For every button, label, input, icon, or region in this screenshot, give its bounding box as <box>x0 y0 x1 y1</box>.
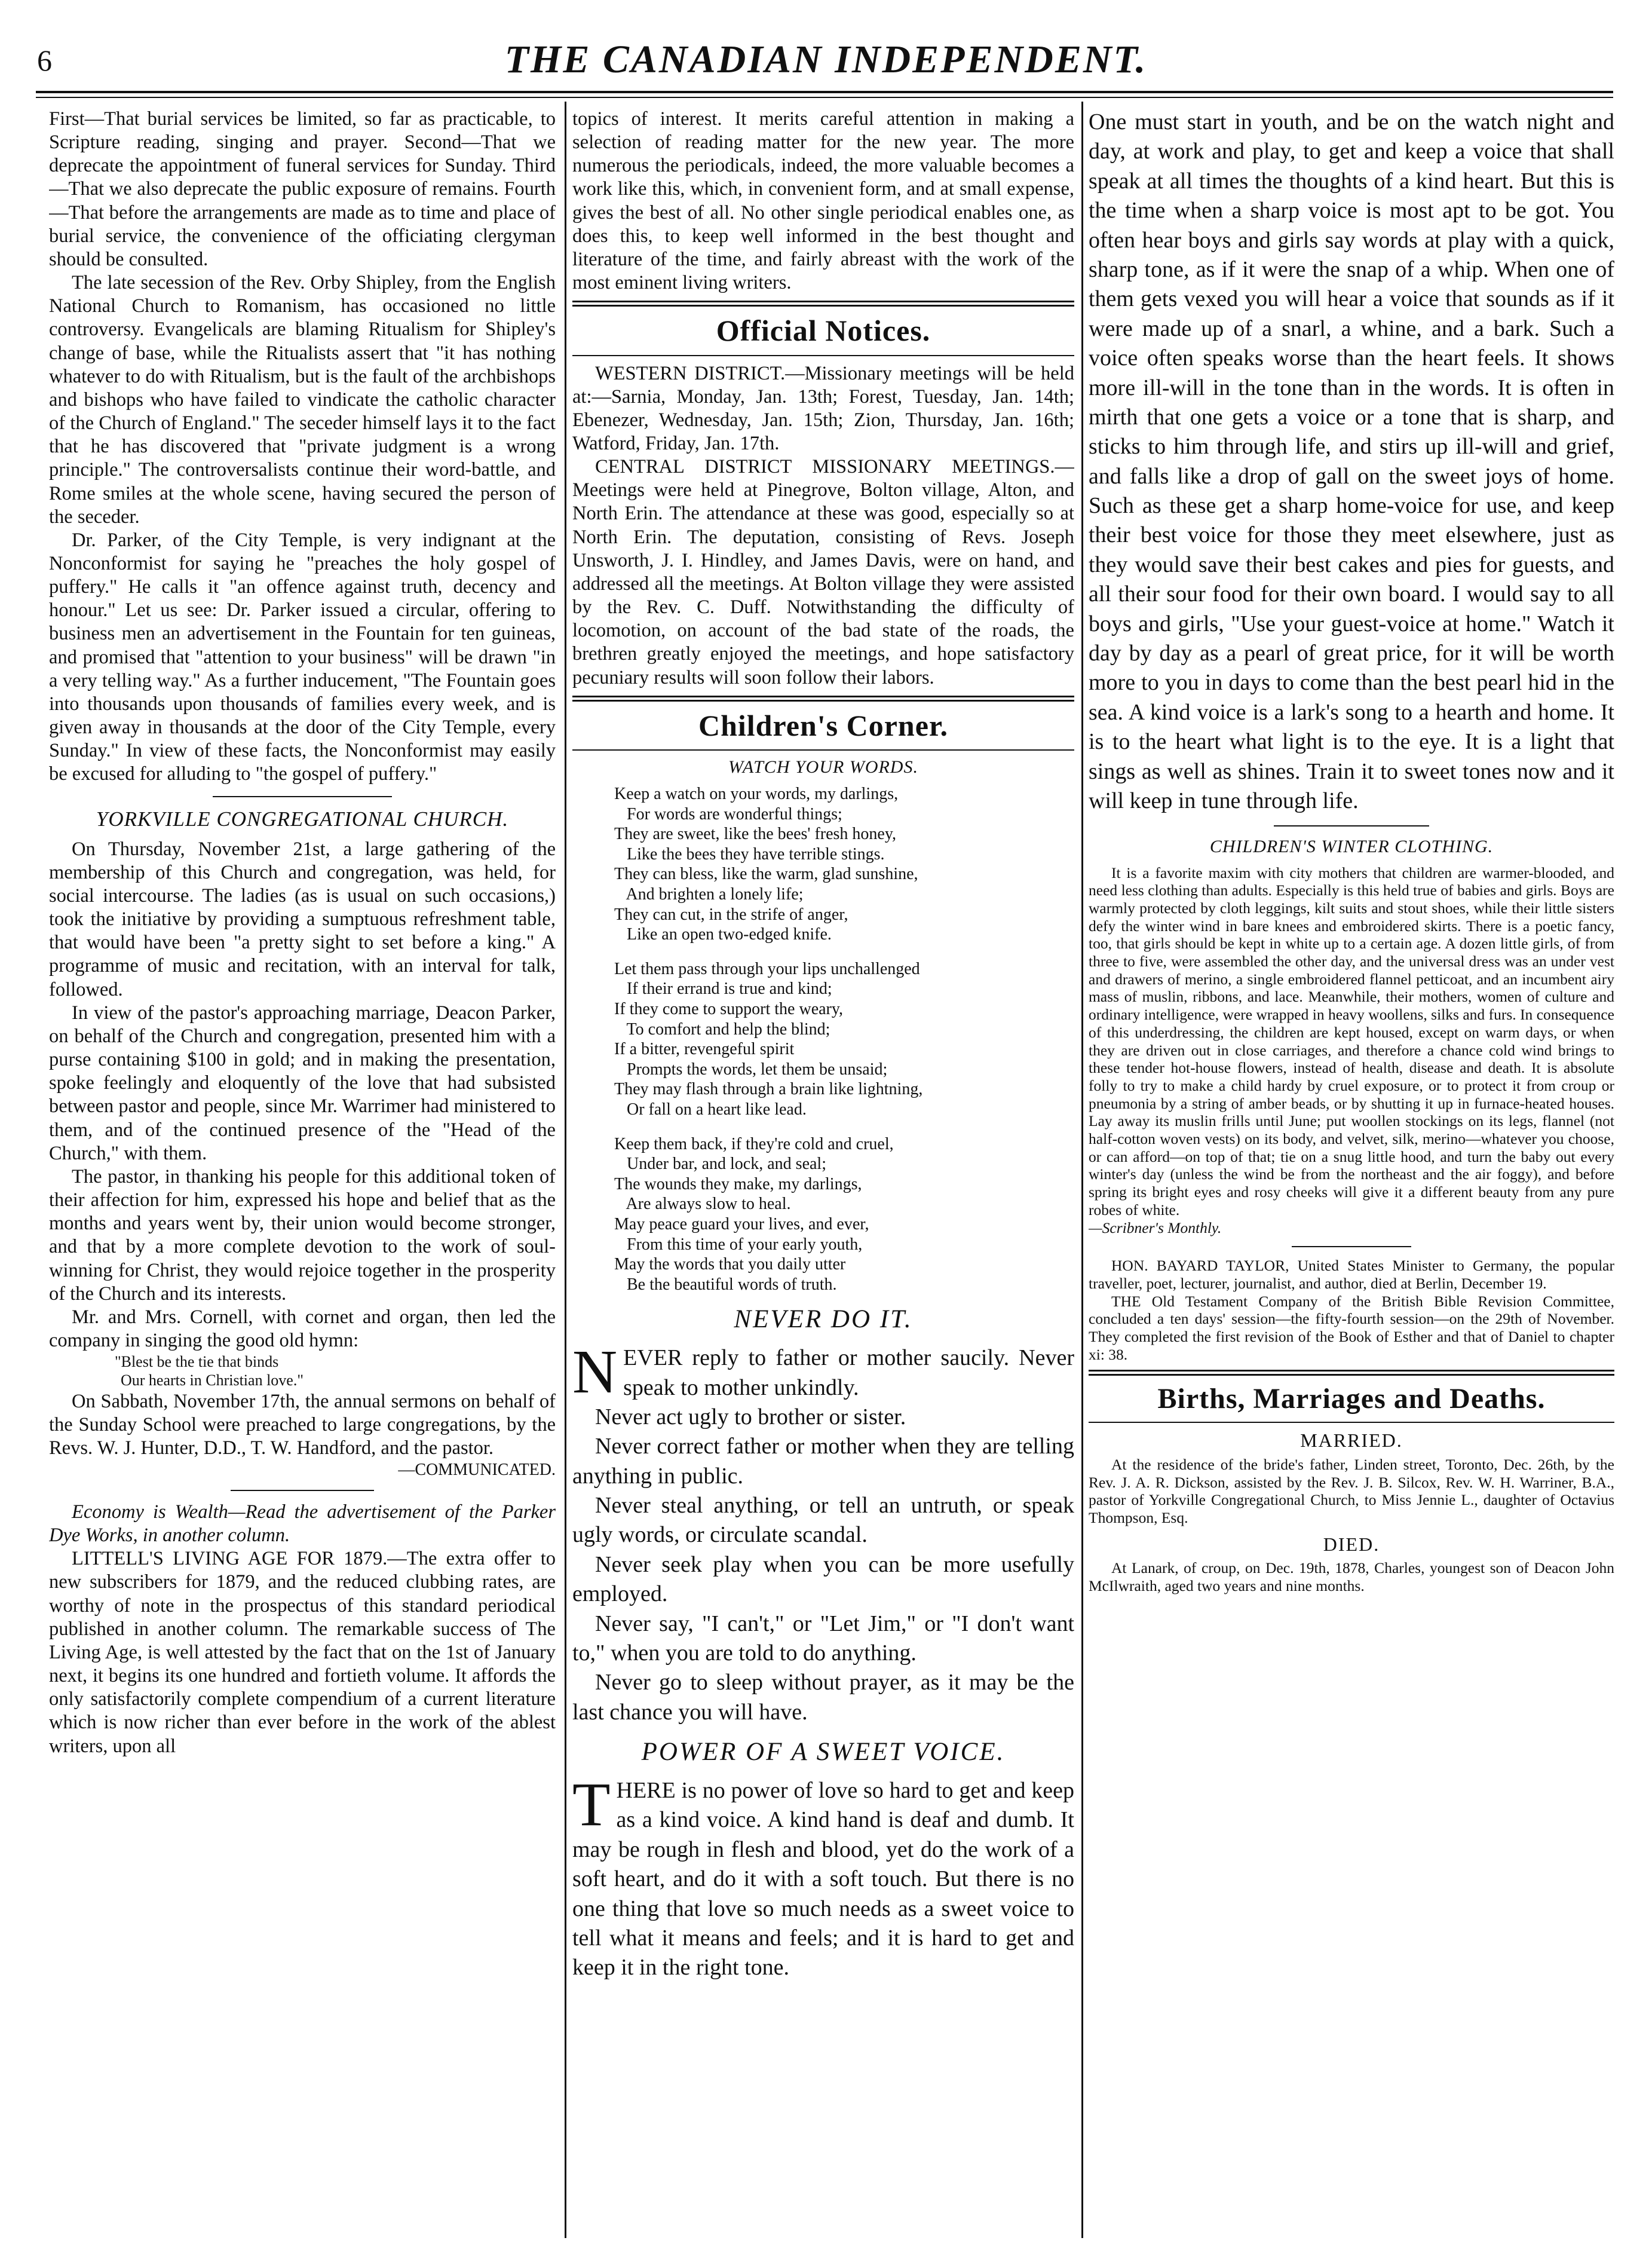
section-rule-3 <box>1274 825 1429 826</box>
poem-line: Be the beautiful words of truth. <box>614 1275 837 1294</box>
births-marriages-deaths-title: Births, Marriages and Deaths. <box>1157 1382 1546 1415</box>
childrens-corner-title: Children's Corner. <box>698 708 949 742</box>
children-rule-bottom <box>572 749 1074 751</box>
bmd-rule-bottom <box>1089 1422 1614 1423</box>
parker-paragraph: Dr. Parker, of the City Temple, is very indignant at the Nonconformist for saying he "preaches the holy gospel of puffery." He calls it "an offence against truth, decency and honour." Let us see: Dr. Parker issued a circular, offering to business men an advertisement in the Fountain for ten guineas, and promised that "attention to your business" will be drawn "in a very telling way." As a further inducement, "The Fountain goes into thousands upon thousands of families every week, and is given away in thousands at the door of the City Temple, every Sunday." In view of these facts, the Nonconformist may easily be excused for alluding to "the gospel of puffery." <box>49 529 556 785</box>
watch-your-words-poem <box>614 784 1074 1294</box>
yorkville-para-5: On Sabbath, November 17th, the annual sermons on behalf of the Sunday School were preached to large congregations, by the Revs. W. J. Hunter, D.D., T. W. Handford, and the pastor. <box>49 1390 556 1459</box>
masthead-title: THE CANADIAN INDEPENDENT. <box>504 38 1148 81</box>
married-notice: At the residence of the bride's father, Linden street, Toronto, Dec. 26th, by the Rev. J. A. R. Dickson, assisted by the Rev. J. B. Silcox, Rev. W. H. Warriner, B.A., pastor of Yorkville Congregational Church, to Miss Jennie L., daughter of Octavius Thompson, Esq. <box>1089 1455 1614 1526</box>
power-first-paragraph: HERE is no power of love so hard to get and keep as a kind voice. A kind hand is deaf and dumb. It may be rough in flesh and blood, yet do the work of a soft heart, and do it with a soft touch. But there is no one thing that love so much needs as a sweet voice to tell what it means and feels; and it is hard to get and keep it in the right tone. <box>572 1778 1074 1980</box>
page-number: 6 <box>37 44 52 77</box>
poem-stanza-break <box>614 945 1074 959</box>
poem-line: Keep a watch on your words, my darlings, <box>614 785 899 804</box>
watch-your-words-title: WATCH YOUR WORDS. <box>728 757 918 777</box>
column-2 <box>572 108 1074 2235</box>
column-divider-1 <box>565 102 566 2238</box>
poem-line: Like an open two-edged knife. <box>614 925 832 944</box>
column-divider-2 <box>1081 102 1083 2238</box>
section-rule-4 <box>1292 1246 1411 1247</box>
poem-line: May peace guard your lives, and ever, <box>614 1214 869 1233</box>
column-1 <box>49 108 556 2235</box>
poem-line: If they come to support the weary, <box>614 1000 844 1019</box>
sweet-voice-continued: One must start in youth, and be on the watch night and day, at work and play, to get and keep a voice that shall speak at all times the thoughts of a kind heart. But this is the time when a sharp voice is most apt to be got. You often hear boys and girls say words at play with a quick, sharp tone, as if it were the snap of a whip. When one of them gets vexed you will hear a voice that sounds as if it were made up of a snarl, a whine, and a bark. Such a voice often speaks worse than the heart feels. It shows more ill-will in the tone than in the words. It is often in mirth that one gets a voice or a tone that is sharp, and sticks to him through life, and stirs up ill-will and grief, and falls like a drop of gall on the sweet joys of home. Such as these get a sharp home-voice for use, and keep their best voice for those they meet elsewhere, just as they would save their best cakes and pies for guests, and all their sour food for their own board. I would say to all boys and girls, "Use your guest-voice at home." Watch it day by day as a pearl of great price, for it will be worth more to you in days to come than the best pearl hid in the sea. A kind voice is a lark's song to a hearth and home. It is to the heart what light is to the eye. It is a light that sings as well as shines. Train it to sweet tones now and it will keep in tune through life. <box>1089 109 1614 813</box>
children-rule-top <box>572 696 1074 702</box>
poem-line: If their errand is true and kind; <box>614 979 832 999</box>
died-notice: At Lanark, of croup, on Dec. 19th, 1878, Charles, youngest son of Deacon John McIlwraith, aged two years and nine months. <box>1089 1559 1614 1594</box>
poem-line: For words are wonderful things; <box>614 804 842 824</box>
poem-line: Or fall on a heart like lead. <box>614 1100 807 1119</box>
official-rule-bottom <box>572 355 1074 356</box>
yorkville-para-3: The pastor, in thanking his people for this additional token of their affection for him, expressed his hope and belief that as the months and years went by, their union would become stronger, and that by a more complete devotion to the work of soul-winning for Christ, they would rejoice together in the prosperity of the Church and its interests. <box>49 1165 556 1305</box>
never-item-5: Never say, "I can't," or "Let Jim," or "I don't want to," when you are told to do anything. <box>572 1611 1074 1666</box>
died-heading: DIED. <box>1323 1533 1380 1555</box>
poem-line: They can cut, in the strife of anger, <box>614 905 848 924</box>
bmd-rule-top <box>1089 1370 1614 1376</box>
littell-paragraph: LITTELL'S LIVING AGE FOR 1879.—The extra offer to new subscribers for 1879, and the reduced clubbing rates, are worthy of note in the prospectus of this standard periodical published in another column. The remarkable success of The Living Age, is well attested by the fact that on the 1st of January next, it begins its one hundred and fortieth volume. It affords the only satisfactorily complete compendium of a current literature which is now richer than ever before in the work of the ablest writers, upon all <box>49 1548 556 1757</box>
poem-line: Let them pass through your lips unchallenged <box>614 959 920 978</box>
poem-line: The wounds they make, my darlings, <box>614 1174 862 1193</box>
economy-notice: Economy is Wealth—Read the advertisement of the Parker Dye Works, in another column. <box>49 1501 556 1547</box>
yorkville-para-1: On Thursday, November 21st, a large gathering of the membership of this Church and congregation, was held, for social intercourse. The ladies (as is usual on such occasions,) took the initiative by providing a sumptuous refreshment table, that would have been "a pretty sight to set before a king." A programme of music and recitation, with an interval for talk, followed. <box>49 838 556 1000</box>
never-item-2: Never correct father or mother when they are telling anything in public. <box>572 1434 1074 1489</box>
western-district-notice: WESTERN DISTRICT.—Missionary meetings will be held at:—Sarnia, Monday, Jan. 13th; Forest, Tuesday, Jan. 14th; Ebenezer, Wednesday, Jan. 15th; Zion, Thursday, Jan. 16th; Watford, Friday, Jan. 17th. <box>572 362 1074 454</box>
burial-resolutions: First—That burial services be limited, so far as practicable, to Scripture reading, singing and prayer. Second—That we deprecate the appointment of funeral services for Sunday. Third—That we also deprecate the public exposure of remains. Fourth—That before the arrangements are made as to time and place of burial service, the convenience of the officiating clergyman should be consulted. <box>49 108 556 270</box>
never-do-it-title: NEVER DO IT. <box>734 1305 913 1334</box>
poem-line: May the words that you daily utter <box>614 1255 846 1274</box>
poem-line: They may flash through a brain like lightning, <box>614 1080 923 1099</box>
central-district-notice: CENTRAL DISTRICT MISSIONARY MEETINGS.—Meetings were held at Pinegrove, Bolton village, Alton, and North Erin. The attendance at these was good, especially so at North Erin. The deputation, consisting of Revs. Joseph Unsworth, J. I. Hindley, and James Davis, were on hand, and addressed all the meetings. At Bolton village they were assisted by the Rev. C. Duff. Notwithstanding the difficulty of locomotion, on account of the bad state of the roads, the brethren greatly enjoyed the meetings, and hope satisfactory pecuniary results will soon follow their labors. <box>572 456 1074 688</box>
poem-line: If a bitter, revengeful spirit <box>614 1040 795 1059</box>
poem-line: Prompts the words, let them be unsaid; <box>614 1060 888 1079</box>
poem-stanza-break <box>614 1120 1074 1134</box>
section-rule-2 <box>231 1490 374 1491</box>
poem-line: They can bless, like the warm, glad sunshine, <box>614 865 918 884</box>
bible-revision-notice: THE Old Testament Company of the British Bible Revision Committee, concluded a ten days' session—the fifty-fourth session—on the 29th of November. They completed the first revision of the Book of Esther and that of Daniel to chapter xi: 38. <box>1089 1292 1614 1363</box>
poem-line: They are sweet, like the bees' fresh honey, <box>614 825 897 844</box>
winter-clothing-text: It is a favorite maxim with city mothers that children are warmer-blooded, and need less clothing than adults. Especially is this held true of babies and girls. Boys are warmly protected by cloth leggings, kilt suits and stout shoes, while their little sisters defy the winter wind in bare knees and embroidered skirts. There is a poetic fancy, too, that girls should be kept in white up to a certain age. A dozen little girls, of from three to five, were assembled the other day, and the universal dress was an under vest and drawers of merino, a single embroidered flannel petticoat, and an incumbent airy mass of muslin, ribbons, and lace. Meanwhile, their mothers, women of culture and ordinary intelligence, were wrapped in heavy woollens, silks and furs. In consequence of this underdressing, the children are kept housed, except on warm days, or when they are driven out in close carriages, and therefore a chance cold wind brings to these tender hot-house flowers, instead of health, disease and death. It is absolute folly to try to make a child hardy by cruel exposure, or to protect it from croup or pneumonia by a string of amber beads, or by shutting it up in furnace-heated houses. Lay away its muslin frills until June; put woollen stockings on its legs, flannel (not half-cotton woven vests) on its body, and velvet, silk, merino—whatever you choose, or can afford—on top of that; tie on a snug little hood, and turn the baby out every winter's day (unless the wind be from the northeast and the air foggy), and before spring its bright eyes and rosy cheeks will give it a different beauty from any pure robes of white. <box>1089 864 1614 1219</box>
poem-line: Keep them back, if they're cold and cruel, <box>614 1134 894 1153</box>
official-rule-top <box>572 301 1074 307</box>
poem-line: To comfort and help the blind; <box>614 1020 830 1039</box>
never-item-3: Never steal anything, or tell an untruth, or speak ugly words, or circulate scandal. <box>572 1493 1074 1548</box>
winter-clothing-title: CHILDREN'S WINTER CLOTHING. <box>1209 837 1494 857</box>
section-rule <box>213 796 392 797</box>
masthead-rule-top <box>36 91 1613 93</box>
masthead-rule-bottom <box>36 97 1613 98</box>
yorkville-para-2: In view of the pastor's approaching marriage, Deacon Parker, on behalf of the Church and congregation, presented him with a purse containing $100 in gold; and in making the presentation, spoke feelingly and eloquently of the love that had subsisted between pastor and people, since Mr. Warrimer had ministered to them, and of the continued presence of the "Head of the Church," with them. <box>49 1002 556 1164</box>
official-notices-title: Official Notices. <box>716 314 931 348</box>
power-drop-cap: T <box>572 1770 611 1839</box>
poem-line: Under bar, and lock, and seal; <box>614 1155 826 1174</box>
hymn-line-1: "Blest be the tie that binds <box>115 1353 279 1371</box>
yorkville-heading: YORKVILLE CONGREGATIONAL CHURCH. <box>96 807 509 831</box>
yorkville-para-4: Mr. and Mrs. Cornell, with cornet and organ, then led the company in singing the good old hymn: <box>49 1306 556 1351</box>
never-drop-cap: N <box>572 1337 618 1407</box>
poem-line: Are always slow to heal. <box>614 1195 791 1214</box>
poem-line: And brighten a lonely life; <box>614 885 804 904</box>
never-first-line: EVER reply to father or mother saucily. Never speak to mother unkindly. <box>623 1345 1074 1400</box>
bayard-taylor-notice: HON. BAYARD TAYLOR, United States Minister to Germany, the popular traveller, poet, lecturer, journalist, and author, died at Berlin, December 19. <box>1089 1257 1614 1292</box>
hymn-line-2: Our hearts in Christian love." <box>121 1372 304 1389</box>
never-item-6: Never go to sleep without prayer, as it may be the last chance you will have. <box>572 1670 1074 1725</box>
married-heading: MARRIED. <box>1300 1429 1403 1452</box>
communicated-signature: —COMMUNICATED. <box>398 1461 556 1480</box>
power-sweet-voice-title: POWER OF A SWEET VOICE. <box>641 1738 1006 1767</box>
poem-line: From this time of your early youth, <box>614 1235 863 1254</box>
shipley-paragraph: The late secession of the Rev. Orby Shipley, from the English National Church to Romanism, has occasioned no little controversy. Evangelicals are blaming Ritualism for Shipley's change of base, while the Ritualists assert that "it has nothing whatever to do with Ritualism, but is the fault of the archbishops and bishops who have failed to vindicate the catholic character of the Church of England." The seceder himself lays it to the fact that he has discovered that "private judgment is a wrong principle." The controversalists continue their word-battle, and Rome smiles at the whole scene, having secured the person of the seceder. <box>49 272 556 528</box>
never-item-4: Never seek play when you can be more usefully employed. <box>572 1551 1074 1607</box>
littell-continued: topics of interest. It merits careful attention in making a selection of reading matter for the new year. The more numerous the periodicals, indeed, the more valuable becomes a work like this, which, in convenient form, and at small expense, gives the best of all. No other single periodical enables one, as does this, to keep well informed in the best thought and literature of the time, and fairly abreast with the work of the most eminent living writers. <box>572 108 1074 294</box>
winter-clothing-source: —Scribner's Monthly. <box>1089 1219 1222 1236</box>
poem-line: Like the bees they have terrible stings. <box>614 844 885 864</box>
column-3 <box>1089 108 1614 2235</box>
never-item-1: Never act ugly to brother or sister. <box>595 1404 906 1429</box>
